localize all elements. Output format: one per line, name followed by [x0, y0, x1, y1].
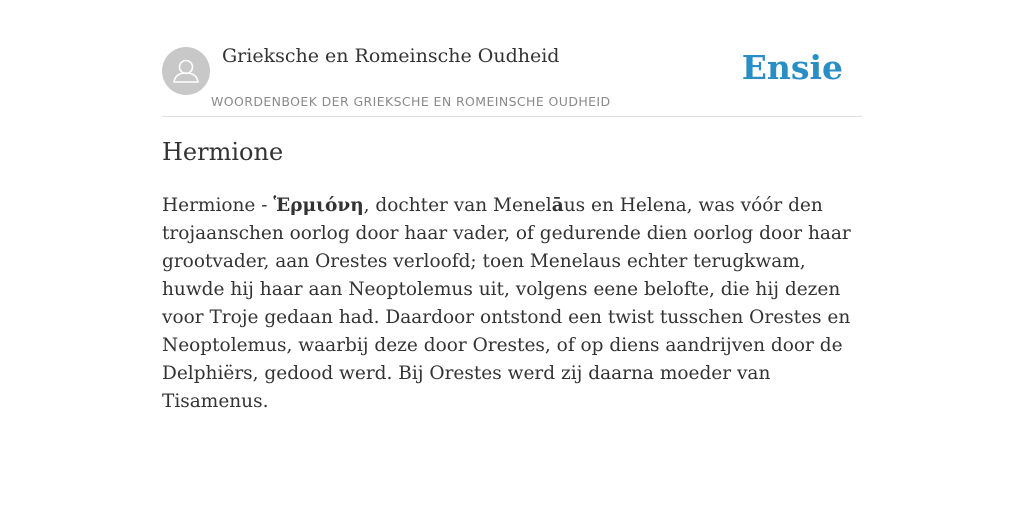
page	[162, 0, 862, 512]
definition-body: us en Helena, was vóór den trojaanschen oorlog door haar vader, of gedurende dien oorlog door haar grootvader, aan Orestes verloofd; toen Menelaus echter terugkwam, huwde hij haar aan Neoptolemus uit, volgens eene belofte, die hij dezen voor Troje gedaan had. Daardoor ontstond een twist tusschen Orestes en Neoptolemus, waarbij deze door Orestes, of op diens aandrijven door de Delphiërs, gedood werd. Bij Orestes werd zij daarna moeder van Tisamenus.	[162, 195, 851, 412]
entry-title: Hermione	[162, 138, 284, 166]
source-subtitle: WOORDENBOEK DER GRIEKSCHE EN ROMEINSCHE OUDHEID	[211, 94, 611, 109]
definition-mid: , dochter van Menel	[363, 195, 552, 216]
greek-term: Ἑρμιόνη	[273, 195, 364, 216]
brand-logo[interactable]: Ensie	[741, 48, 843, 87]
header	[162, 0, 862, 117]
avatar[interactable]	[162, 47, 210, 95]
source-title-link[interactable]: Grieksche en Romeinsche Oudheid	[222, 45, 560, 67]
entry-definition	[162, 192, 862, 416]
macron-letter: ā	[551, 195, 564, 216]
user-icon	[162, 47, 210, 95]
definition-lead: Hermione -	[162, 195, 274, 216]
